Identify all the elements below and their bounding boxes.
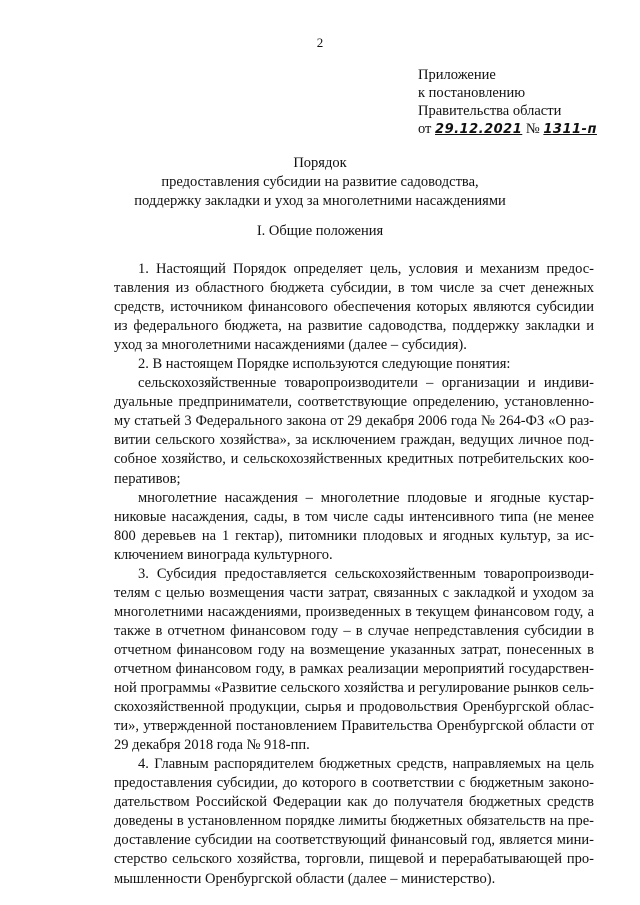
text-line: доставление субсидии на соответствующий финансовый год, является мини- — [114, 832, 594, 849]
appendix-line: Правительства области — [418, 103, 562, 119]
text-line: ключением винограда культурного. — [114, 546, 333, 563]
text-line: 1. Настоящий Порядок определяет цель, условия и механизм предос- — [138, 261, 594, 277]
text-line: доведены в установленном порядке лимиты бюджетных обязательств на пре- — [114, 813, 594, 830]
text-line: перативов; — [114, 470, 181, 487]
text-line: никовые насаждения, сады, в том числе сады интенсивного типа (не менее — [114, 508, 594, 525]
handwritten-number: 1311-п — [543, 122, 597, 137]
document-subtitle — [0, 173, 640, 211]
text-line: дательством Российской Федерации как до получателя бюджетных средств — [114, 794, 594, 811]
text-line: витии сельского хозяйства», за исключением граждан, ведущих личное под- — [114, 432, 594, 449]
text-line: тавления из областного бюджета субсидии, в том числе за счет денежных — [114, 280, 594, 297]
text-line: стерство сельского хозяйства, торговли, пищевой и перерабатывающей про- — [114, 851, 594, 868]
text-line: средств, источником финансового обеспечения которых являются субсидии — [114, 299, 594, 316]
text-line: предоставления субсидии, до которого в соответствии с бюджетным законо- — [114, 775, 594, 792]
text-line: телям с целью возмещения части затрат, связанных с закладкой и уходом за — [114, 584, 594, 601]
subtitle-line: поддержку закладки и уход за многолетними насаждениями — [134, 193, 506, 209]
text-line: отчетном финансовом году на возмещение указанных затрат, понесенных в — [114, 641, 594, 658]
appendix-block — [418, 66, 628, 139]
subtitle-line: предоставления субсидии на развитие садоводства, — [161, 174, 479, 190]
text-line: 800 деревьев на 1 гектар), питомники плодовых и ягодных культур, за ис- — [114, 527, 594, 544]
text-line: также в отчетном финансовом году – в случае непредставления субсидии в — [114, 622, 594, 639]
number-sign: № — [525, 121, 540, 137]
text-line: отчетном финансовом году, в рамках реализации мероприятий государствен- — [114, 660, 594, 677]
text-line: 2. В настоящем Порядке используются следующие понятия: — [138, 356, 511, 373]
appendix-line: Приложение — [418, 67, 496, 83]
handwritten-date: 29.12.2021 — [435, 122, 523, 137]
text-line: 3. Субсидия предоставляется сельскохозяйственным товаропроизводи- — [138, 565, 594, 582]
page-number: 2 — [316, 35, 324, 50]
text-line: уход за многолетними насаждениями (далее – субсидия). — [114, 337, 467, 354]
text-line: ти», утвержденной постановлением Правительства Оренбургской области от — [114, 718, 594, 735]
appendix-date-line — [418, 120, 628, 139]
text-line: из федерального бюджета, на развитие садоводства, поддержку закладки и — [114, 318, 594, 335]
text-line: дуальные предприниматели, соответствующие определению, установленно- — [114, 394, 594, 411]
text-line: собное хозяйство, и сельскохозяйственных кредитных потребительских коо- — [114, 451, 594, 468]
body-text — [114, 260, 594, 889]
document-title: Порядок — [293, 155, 347, 171]
text-line: многолетними насаждениями, произведенных в текущем финансовом году, а — [114, 603, 594, 620]
text-line: 29 декабря 2018 года № 918-пп. — [114, 737, 310, 754]
text-line: многолетние насаждения – многолетние плодовые и ягодные кустар- — [138, 489, 594, 506]
text-line: мышленности Оренбургской области (далее – министерство). — [114, 870, 496, 887]
appendix-line: к постановлению — [418, 85, 526, 101]
text-line: ной программы «Развитие сельского хозяйства и регулирование рынков сель- — [114, 680, 594, 697]
text-line: 4. Главным распорядителем бюджетных средств, направляемых на цель — [138, 756, 594, 773]
date-prefix: от — [418, 121, 432, 137]
text-line: сельскохозяйственные товаропроизводители – организации и индиви- — [138, 375, 594, 392]
section-heading: I. Общие положения — [256, 223, 384, 239]
text-line: му статьей 3 Федерального закона от 29 декабря 2006 года № 264-ФЗ «О раз- — [114, 413, 594, 430]
text-line: скохозяйственной продукции, сырья и продовольствия Оренбургской облас- — [114, 699, 594, 716]
